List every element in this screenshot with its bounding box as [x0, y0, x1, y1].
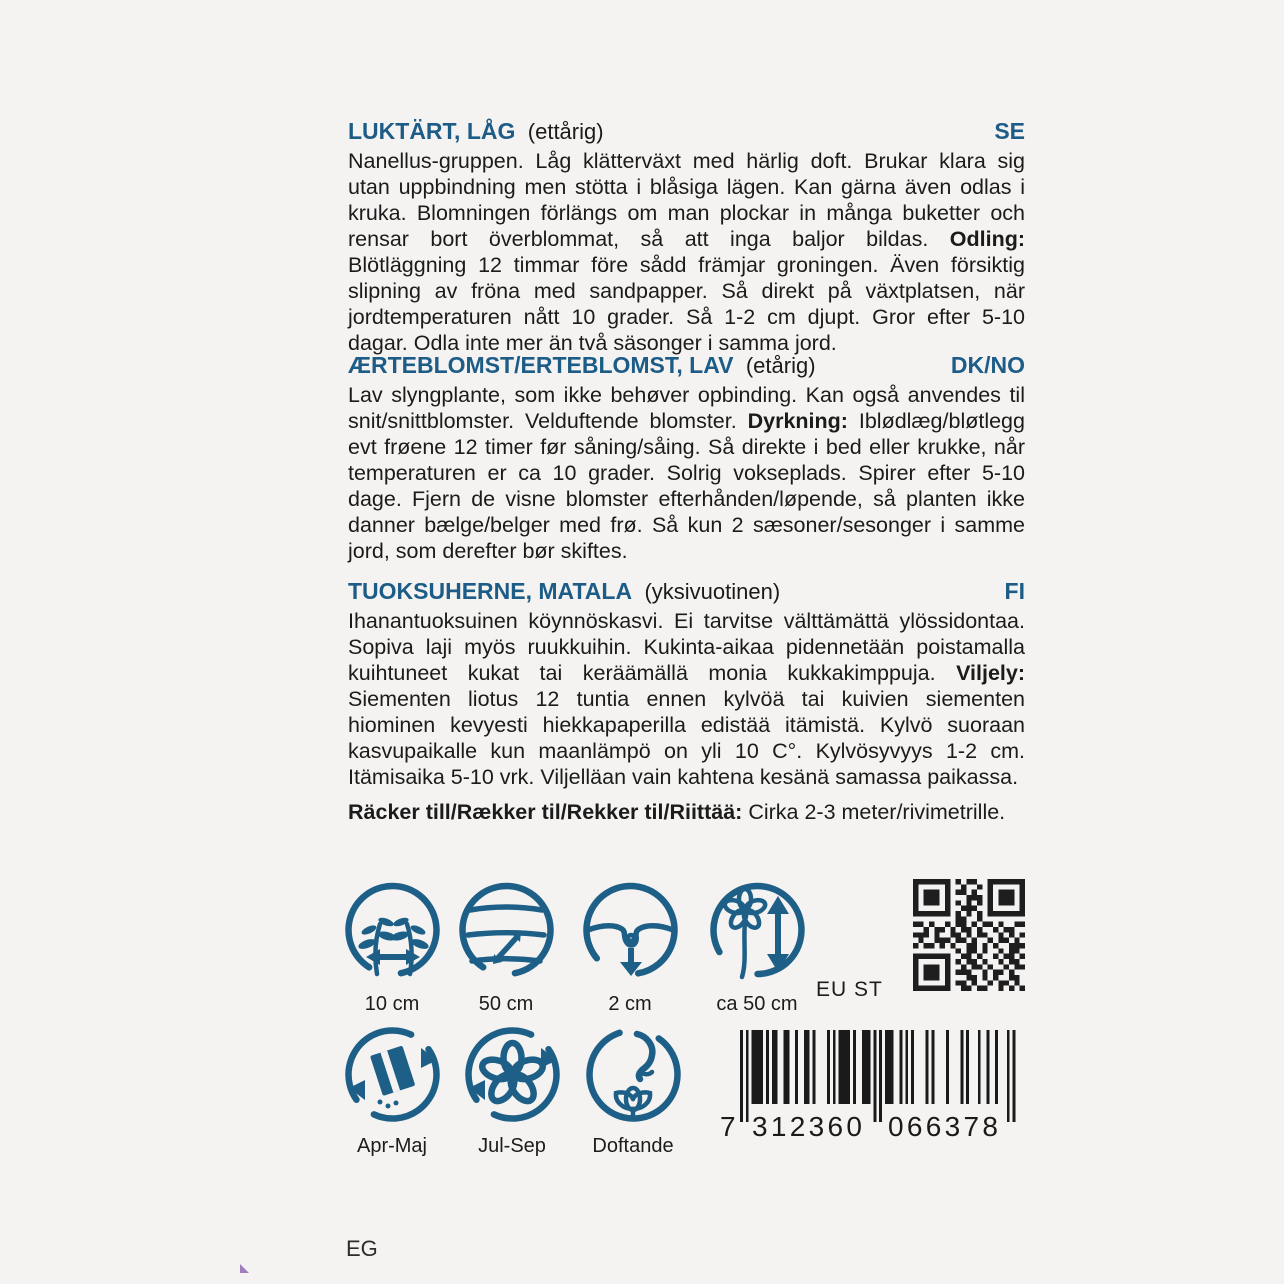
section-header [348, 118, 1025, 145]
section-se-body [348, 148, 1025, 356]
picto-flowering-period [454, 1022, 570, 1158]
picto-label: 2 cm [608, 993, 652, 1015]
body-lead: Lav slyngplante, som ikke behøver opbinding. Kan også anvendes til snit/snittblomster. Velduftende blomster. [348, 383, 1025, 433]
cultivation-label: Odling: [949, 227, 1025, 251]
ean13-barcode [718, 1030, 1018, 1144]
sowing-period-icon [340, 1022, 445, 1127]
section-dkno-body [348, 382, 1025, 564]
section-se [348, 118, 1025, 145]
svg-text:312360: 312360 [752, 1111, 862, 1142]
fragrance-icon [581, 1022, 686, 1127]
body-rest: Iblødlæg/bløtlegg evt frøene 12 timer før såning/såing. Så direkte i bed eller krukke, når temperaturen er ca 10 grader. Solrig vokseplads. Spirer efter 5-10 dage. Fjern de visne blomster efterhånden/løpende, så planten ikke danner bælge/belger med frø. Så kun 2 sæsoner/sesonger i samme jord, som derefter bør skiftes. [348, 409, 1025, 563]
annual-note: (etårig) [745, 353, 816, 378]
annual-note: (yksivuotinen) [644, 579, 781, 604]
yield-value: Cirka 2-3 meter/rivimetrille. [748, 800, 1006, 824]
picto-plant-spacing [334, 880, 450, 1016]
picto-label: Doftande [592, 1135, 674, 1157]
body-lead: Nanellus-gruppen. Låg klätterväxt med härlig doft. Brukar klara sig utan uppbindning men stötta i blåsiga lägen. Kan gärna även odlas i kruka. Blomningen förlängs om man plockar in många buketter och rensar bort överblommat, så att inga baljor bildas. [348, 149, 1025, 251]
body-rest: Blötläggning 12 timmar före sådd främjar groningen. Även försiktig slipning av fröna med sandpapper. Så direkt på växtplatsen, när jordtemperaturen nått 10 grader. Så 1-2 cm djupt. Gror efter 5-10 dagar. Odla inte mer än två säsonger i samma jord. [348, 253, 1025, 355]
picto-plant-height [692, 880, 822, 1016]
section-body [348, 382, 1025, 564]
language-code: FI [1004, 578, 1025, 604]
yield-line-wrap [348, 800, 1025, 825]
eu-standard-label: EU ST [816, 978, 883, 1001]
row-spacing-icon [454, 880, 559, 985]
section-title-group [348, 578, 780, 605]
section-title: ÆRTEBLOMST/ERTEBLOMST, LAV [348, 352, 734, 378]
language-code: SE [994, 118, 1025, 144]
section-title: LUKTÄRT, LÅG [348, 118, 516, 144]
cultivation-label: Viljely: [956, 661, 1025, 685]
picto-fragrance [575, 1022, 691, 1158]
picto-label: Apr-Maj [356, 1135, 427, 1157]
section-fi [348, 578, 1025, 605]
section-title-group [348, 118, 604, 145]
section-title-group [348, 352, 816, 379]
yield-line [348, 800, 1025, 825]
picto-sowing-period [334, 1022, 450, 1158]
section-header [348, 352, 1025, 379]
section-dkno [348, 352, 1025, 379]
plant-height-icon [705, 880, 810, 985]
print-code: EG [346, 1236, 378, 1261]
flowering-period-icon [460, 1022, 565, 1127]
picto-row-spacing [448, 880, 564, 1016]
scan-artifact [240, 1264, 249, 1273]
section-body [348, 608, 1025, 790]
body-rest: Siementen liotus 12 tuntia ennen kylvöä tai kuivien siementen hiominen kevyesti hiekkapaperilla edistää itämistä. Kylvö suoraan kasvupaikalle kun maanlämpö on yli 10 C°. Kylvösyvyys 1-2 cm. Itämisaika 5-10 vrk. Viljelläan vain kahtena kesänä samassa paikassa. [348, 687, 1025, 789]
picto-label: 10 cm [364, 993, 420, 1015]
picto-sowing-depth [572, 880, 688, 1016]
section-header [348, 578, 1025, 605]
section-fi-body [348, 608, 1025, 790]
svg-text:066378: 066378 [888, 1111, 998, 1142]
picto-label: ca 50 cm [716, 993, 798, 1015]
cultivation-label: Dyrkning: [747, 409, 848, 433]
section-body [348, 148, 1025, 356]
yield-label: Räcker till/Rækker til/Rekker til/Riittää: [348, 800, 743, 824]
body-lead: Ihanantuoksuinen köynnöskasvi. Ei tarvitse välttämättä ylössidontaa. Sopiva laji myös ruukkuihin. Kukinta-aikaa pidennetään poistamalla kuihtuneet kukat tai keräämällä monia kukkakimppuja. [348, 609, 1025, 685]
annual-note: (ettårig) [527, 119, 604, 144]
svg-text:7: 7 [720, 1111, 736, 1142]
picto-label: 50 cm [478, 993, 534, 1015]
qr-code [913, 879, 1025, 991]
language-code: DK/NO [950, 352, 1025, 378]
sowing-depth-icon [578, 880, 683, 985]
picto-label: Jul-Sep [478, 1135, 546, 1157]
plant-spacing-icon [340, 880, 445, 985]
section-title: TUOKSUHERNE, MATALA [348, 578, 633, 604]
